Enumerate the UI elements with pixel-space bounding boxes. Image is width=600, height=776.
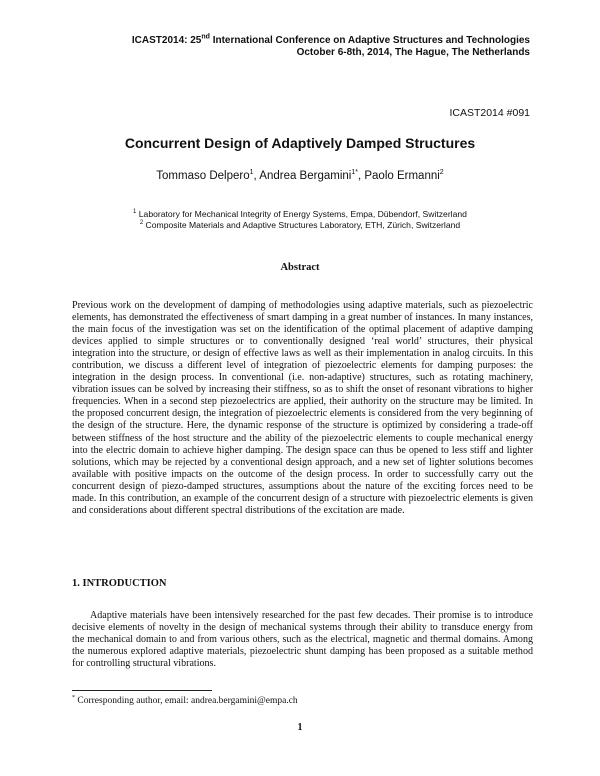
footnote-mark: * (72, 694, 75, 701)
author-name: Andrea Bergamini (259, 170, 352, 182)
footnote-divider (72, 690, 212, 691)
affiliation-1 (0, 209, 600, 219)
conference-prefix: ICAST2014: 25 (131, 35, 202, 46)
section-heading-introduction: 1. INTRODUCTION (72, 578, 167, 589)
affiliation-2 (0, 220, 600, 230)
affiliation-text: Composite Materials and Adaptive Structures Laboratory, ETH, Zürich, Switzerland (143, 220, 461, 230)
author-separator: , (253, 170, 260, 182)
conference-ordinal-sup: nd (201, 33, 210, 41)
affiliation-text: Laboratory for Mechanical Integrity of Energy Systems, Empa, Dübendorf, Switzerland (136, 209, 467, 219)
page-number: 1 (297, 722, 303, 733)
affiliation-mark: 2 (139, 220, 144, 227)
author-mark: 1* (351, 169, 358, 177)
author-mark: 2 (439, 169, 444, 177)
author-name: Paolo Ermanni (364, 170, 440, 182)
conference-dates-location: October 6-8th, 2014, The Hague, The Netherlands (296, 47, 530, 58)
author-mark: 1 (249, 169, 254, 177)
footnote (72, 696, 298, 706)
footnote-text: Corresponding author, email: andrea.bergamini@empa.ch (75, 696, 298, 706)
abstract-heading: Abstract (280, 262, 320, 273)
abstract-text: Previous work on the development of damping of methodologies using adaptive materials, such as piezoelectric elements, has demonstrated the effectiveness of smart damping in a great number of instances. In many instances, the main focus of the investigation was set on the identification of the optimal placement of adaptive damping devices applied to simple structures or to conventionally designed ‘real world’ structures, their physical integration into the structure, or design of effective laws as well as their implementation in analog circuits. In this contribution, we discuss a different level of integration of piezoelectric elements for damping purposes: the integration in the design process. In conventional (i.e. non-adaptive) structures, such as rotating machinery, vibration issues can be solved by increasing their stiffness, so as to shift the onset of resonant vibrations to higher frequencies. When in a second step piezoelectrics are applied, their authority on the structure may be limited. In the proposed concurrent design, the integration of piezoelectric elements is considered from the very beginning of the design of the structure. Here, the dynamic response of the structure is optimized by considering a trade-off between stiffness of the host structure and the ability of the piezoelectric elements to couple mechanical energy into the electric domain to achieve higher damping. The design space can thus be opened to less stiff and lighter solutions, which may be rejected by a conventional design approach, and a new set of lighter solutions becomes available with positive impacts on the outcome of the design process. In order to successfully carry out the concurrent design of piezo-damped structures, assumptions about the nature of the exciting forces need to be made. In this contribution, an example of the concurrent design of a structure with piezoelectric elements is given and considerations about different spectral distributions of the excitation are made. (72, 300, 533, 516)
affiliation-mark: 1 (133, 209, 137, 216)
paper-title: Concurrent Design of Adaptively Damped Structures (124, 135, 476, 151)
author-name: Tommaso Delpero (156, 170, 250, 182)
paper-id: ICAST2014 #091 (449, 107, 530, 119)
author-list (0, 170, 600, 182)
conference-header (132, 35, 530, 46)
conference-suffix: International Conference on Adaptive Structures and Technologies (209, 35, 530, 46)
introduction-paragraph: Adaptive materials have been intensively researched for the past few decades. Their promise is to introduce decisive elements of novelty in the design of mechanical systems through their ability to transduce energy from the mechanical domain to and from various others, such as the electrical, magnetic and thermal domains. Among the numerous explored adaptive materials, piezoelectric shunt damping has been proposed as a suitable method for controlling structural vibrations. (72, 610, 533, 670)
author-separator: , (357, 170, 365, 182)
